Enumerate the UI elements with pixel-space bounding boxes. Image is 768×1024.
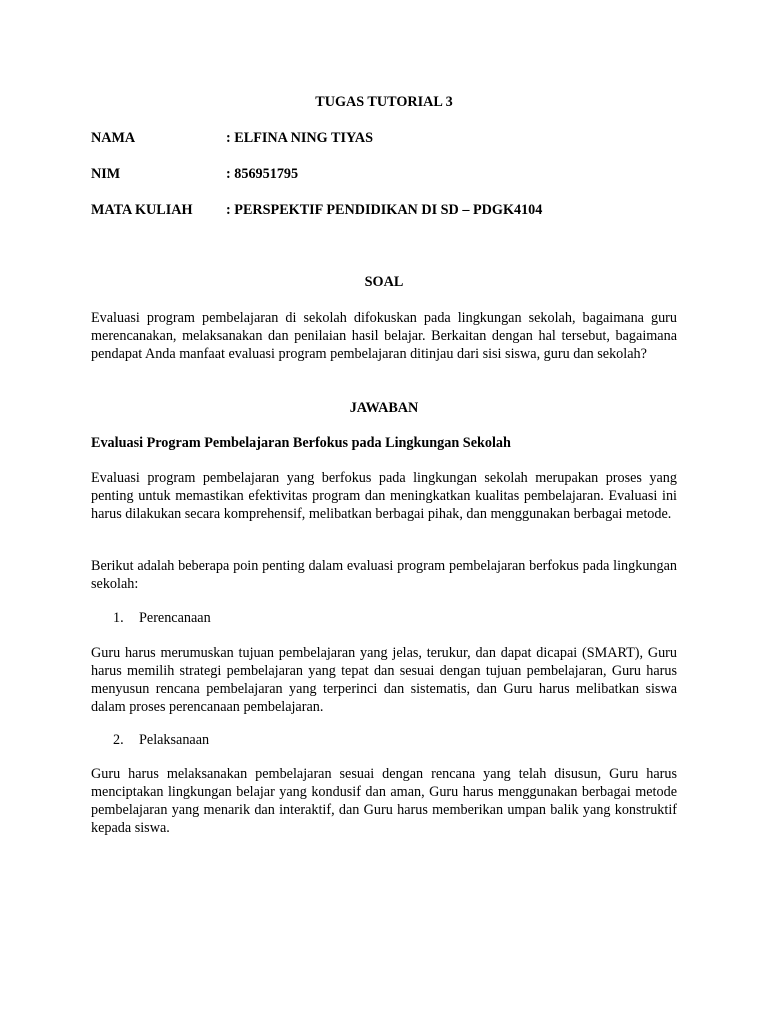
field-nama	[91, 129, 677, 147]
points-intro: Berikut adalah beberapa poin penting dalam evaluasi program pembelajaran berfokus pada lingkungan sekolah:	[91, 558, 677, 592]
field-mata-kuliah-label: MATA KULIAH	[91, 202, 193, 218]
list-item-number: 2.	[113, 732, 124, 748]
field-nim-value: : 856951795	[226, 166, 299, 182]
soal-heading: SOAL	[364, 274, 404, 290]
field-nim-label: NIM	[91, 166, 121, 182]
field-mata-kuliah-value: : PERSPEKTIF PENDIDIKAN DI SD – PDGK4104	[226, 202, 543, 218]
soal-text: Evaluasi program pembelajaran di sekolah difokuskan pada lingkungan sekolah, bagaimana guru merencanakan, melaksanakan dan penilaian hasil belajar. Berkaitan dengan hal tersebut, bagaimana pendapat Anda manfaat evaluasi program pembelajaran ditinjau dari sisi siswa, guru dan sekolah?	[91, 310, 677, 362]
list-item-number: 1.	[113, 610, 124, 626]
jawaban-intro: Evaluasi program pembelajaran yang berfokus pada lingkungan sekolah merupakan proses yang penting untuk memastikan efektivitas program dan meningkatkan kualitas pembelajaran. Evaluasi ini harus dilakukan secara komprehensif, melibatkan berbagai pihak, dan menggunakan berbagai metode.	[91, 470, 677, 522]
field-nama-label: NAMA	[91, 130, 136, 146]
list-item-title: Pelaksanaan	[139, 732, 210, 748]
list-item-pelaksanaan	[113, 731, 209, 749]
jawaban-subheading: Evaluasi Program Pembelajaran Berfokus pada Lingkungan Sekolah	[91, 435, 511, 451]
field-mata-kuliah	[91, 201, 677, 219]
list-item-title: Perencanaan	[139, 610, 211, 626]
document-title: TUGAS TUTORIAL 3	[315, 94, 453, 110]
jawaban-heading: JAWABAN	[349, 400, 419, 416]
perencanaan-text: Guru harus merumuskan tujuan pembelajaran yang jelas, terukur, dan dapat dicapai (SMART), Guru harus memilih strategi pembelajaran yang tepat dan sesuai dengan tujuan pembelajaran, Guru harus menyusun rencana pembelajaran yang terperinci dan sistematis, dan Guru harus melibatkan siswa dalam proses perencanaan pembelajaran.	[91, 645, 677, 715]
list-item-perencanaan	[113, 609, 211, 627]
field-nim	[91, 165, 677, 183]
field-nama-value: : ELFINA NING TIYAS	[226, 130, 374, 146]
pelaksanaan-text: Guru harus melaksanakan pembelajaran sesuai dengan rencana yang telah disusun, Guru harus menciptakan lingkungan belajar yang kondusif dan aman, Guru harus menggunakan berbagai metode pembelajaran yang menarik dan interaktif, dan Guru harus memberikan umpan balik yang konstruktif kepada siswa.	[91, 766, 677, 836]
